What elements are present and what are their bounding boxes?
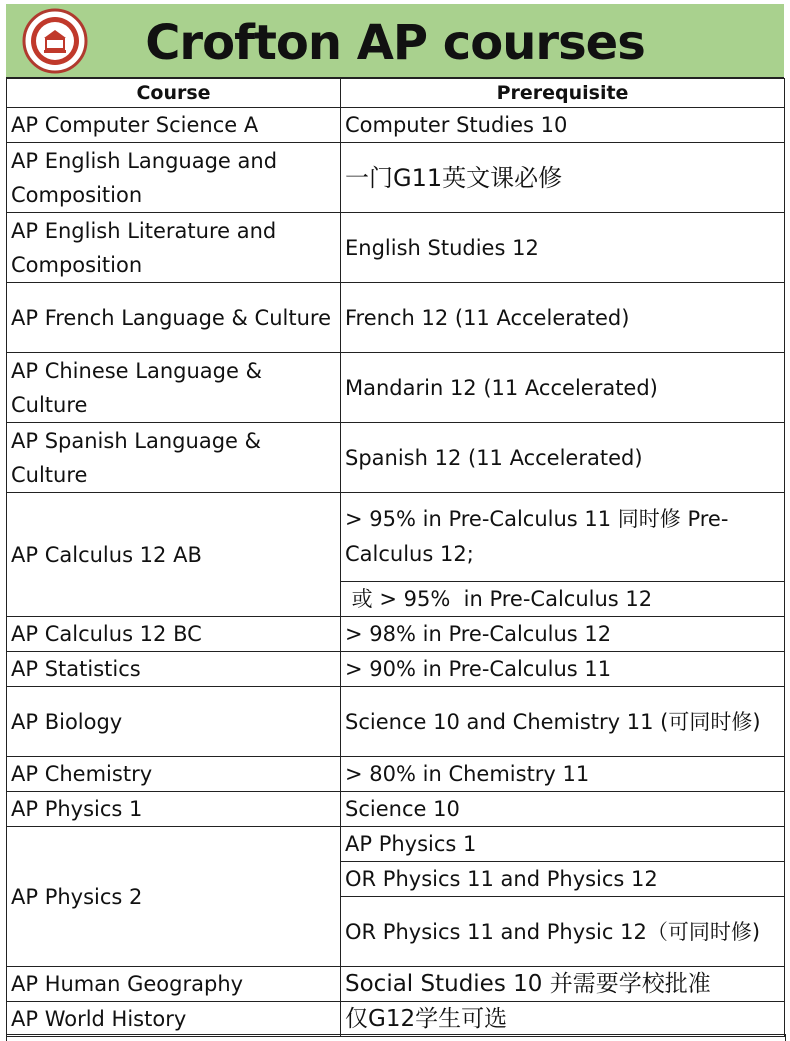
course-cell: AP Physics 1 [7, 792, 341, 827]
prereq-cell: Computer Studies 10 [341, 108, 785, 143]
table-row [7, 652, 785, 687]
table-row [7, 353, 785, 423]
table-row [7, 493, 785, 582]
prereq-cell: OR Physics 11 and Physics 12 [341, 862, 785, 897]
table-row [7, 423, 785, 493]
prereq-cell: French 12 (11 Accelerated) [341, 283, 785, 353]
column-header-prerequisite: Prerequisite [341, 79, 785, 108]
prereq-cell: Science 10 and Chemistry 11 (可同时修) [341, 687, 785, 757]
course-cell: AP Statistics [7, 652, 341, 687]
table-row [7, 757, 785, 792]
course-cell: AP Spanish Language & Culture [7, 423, 341, 493]
prereq-cell: Social Studies 10 并需要学校批准 [341, 967, 785, 1002]
course-cell: AP Computer Science A [7, 108, 341, 143]
prereq-cell: Mandarin 12 (11 Accelerated) [341, 353, 785, 423]
column-header-course: Course [7, 79, 341, 108]
table-row [7, 108, 785, 143]
prereq-cell: 一门G11英文课必修 [341, 143, 785, 213]
prereq-cell: 或 > 95% in Pre-Calculus 12 [341, 582, 785, 617]
prereq-cell: > 90% in Pre-Calculus 11 [341, 652, 785, 687]
course-cell: AP English Literature and Composition [7, 213, 341, 283]
table-row [7, 143, 785, 213]
table-header-row [7, 79, 785, 108]
course-cell: AP Physics 2 [7, 827, 341, 967]
course-cell: AP World History [7, 1002, 341, 1037]
table-row [7, 792, 785, 827]
prereq-cell: > 98% in Pre-Calculus 12 [341, 617, 785, 652]
prereq-cell: OR Physics 11 and Physic 12（可同时修) [341, 897, 785, 967]
table-row [7, 213, 785, 283]
course-cell: AP English Language and Composition [7, 143, 341, 213]
table-row [7, 1002, 785, 1037]
courses-table [6, 78, 785, 1037]
prereq-cell: > 80% in Chemistry 11 [341, 757, 785, 792]
prereq-cell: AP Physics 1 [341, 827, 785, 862]
prereq-cell: 仅G12学生可选 [341, 1002, 785, 1037]
course-cell: AP Human Geography [7, 967, 341, 1002]
page-title: Crofton AP courses [145, 15, 645, 71]
course-cell: AP Biology [7, 687, 341, 757]
prereq-cell: Spanish 12 (11 Accelerated) [341, 423, 785, 493]
course-cell: AP Chemistry [7, 757, 341, 792]
table-row [7, 827, 785, 862]
course-cell: AP Calculus 12 BC [7, 617, 341, 652]
table-row [7, 283, 785, 353]
table-row [7, 617, 785, 652]
prereq-cell: English Studies 12 [341, 213, 785, 283]
prereq-cell: Science 10 [341, 792, 785, 827]
course-cell: AP French Language & Culture [7, 283, 341, 353]
course-cell: AP Calculus 12 AB [7, 493, 341, 617]
table-row [7, 967, 785, 1002]
prereq-cell: > 95% in Pre-Calculus 11 同时修 Pre-Calculus 12; [341, 493, 785, 582]
table-row [7, 687, 785, 757]
course-cell: AP Chinese Language & Culture [7, 353, 341, 423]
